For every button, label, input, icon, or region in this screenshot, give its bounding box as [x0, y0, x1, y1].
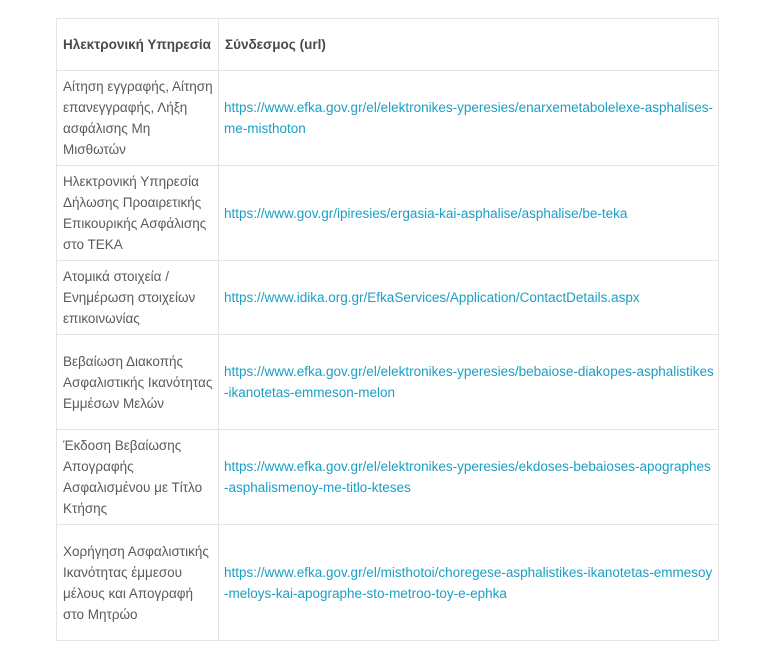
- service-link[interactable]: https://www.idika.org.gr/EfkaServices/Application/ContactDetails.aspx: [224, 290, 640, 305]
- table-row: [57, 430, 719, 525]
- table-row: [57, 335, 719, 430]
- url-cell: [219, 335, 719, 430]
- service-name: Αίτηση εγγραφής, Αίτηση επανεγγραφής, Λήξη ασφάλισης Μη Μισθωτών: [57, 71, 219, 166]
- url-cell: [219, 166, 719, 261]
- table-row: [57, 71, 719, 166]
- url-cell: [219, 430, 719, 525]
- services-table: [56, 18, 719, 641]
- header-link: Σύνδεσμος (url): [219, 19, 719, 71]
- table-row: [57, 166, 719, 261]
- services-table-container: [56, 18, 718, 641]
- service-name: Έκδοση Βεβαίωσης Απογραφής Ασφαλισμένου με Τίτλο Κτήσης: [57, 430, 219, 525]
- table-row: [57, 261, 719, 335]
- service-name: Χορήγηση Ασφαλιστικής Ικανότητας έμμεσου μέλους και Απογραφή στο Μητρώο: [57, 525, 219, 641]
- url-cell: [219, 261, 719, 335]
- service-name: Βεβαίωση Διακοπής Ασφαλιστικής Ικανότητας Εμμέσων Μελών: [57, 335, 219, 430]
- service-link[interactable]: https://www.efka.gov.gr/el/elektronikes-yperesies/enarxemetabolelexe-asphalises-me-misthoton: [224, 100, 713, 136]
- service-name: Ηλεκτρονική Υπηρεσία Δήλωσης Προαιρετικής Επικουρικής Ασφάλισης στο ΤΕΚΑ: [57, 166, 219, 261]
- service-link[interactable]: https://www.efka.gov.gr/el/elektronikes-yperesies/bebaiose-diakopes-asphalistikes-ikanotetas-emmeson-melon: [224, 364, 714, 400]
- url-cell: [219, 71, 719, 166]
- service-link[interactable]: https://www.efka.gov.gr/el/elektronikes-yperesies/ekdoses-bebaioses-apographes-asphalismenoy-me-titlo-kteses: [224, 459, 711, 495]
- url-cell: [219, 525, 719, 641]
- table-row: [57, 525, 719, 641]
- service-name: Ατομικά στοιχεία / Ενημέρωση στοιχείων επικοινωνίας: [57, 261, 219, 335]
- service-link[interactable]: https://www.gov.gr/ipiresies/ergasia-kai-asphalise/asphalise/be-teka: [224, 205, 628, 221]
- service-link[interactable]: https://www.efka.gov.gr/el/misthotoi/choregese-asphalistikes-ikanotetas-emmesoy-meloys-kai-apographe-sto-metroo-toy-e-ephka: [224, 564, 713, 601]
- table-header-row: [57, 19, 719, 71]
- header-service: Ηλεκτρονική Υπηρεσία: [57, 19, 219, 71]
